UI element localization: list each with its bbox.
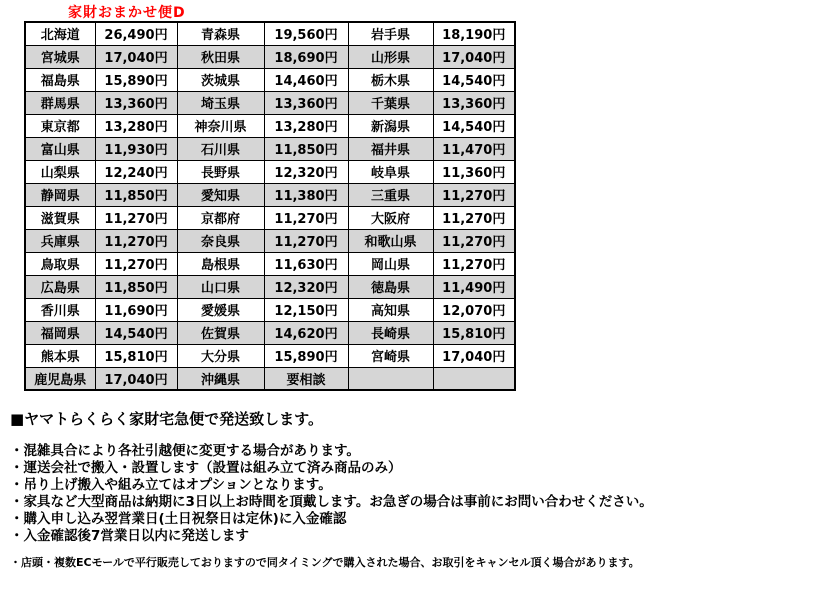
prefecture-cell: 神奈川県	[177, 114, 264, 137]
price-cell: 13,360円	[433, 91, 515, 114]
price-cell: 11,850円	[264, 137, 348, 160]
table-row	[25, 229, 515, 252]
table-row	[25, 321, 515, 344]
prefecture-cell: 島根県	[177, 252, 264, 275]
prefecture-cell: 愛知県	[177, 183, 264, 206]
price-cell: 11,380円	[264, 183, 348, 206]
price-cell: 11,690円	[95, 298, 177, 321]
prefecture-cell: 岩手県	[348, 22, 433, 45]
page-title: 家財おまかせ便D	[68, 5, 186, 21]
table-row	[25, 298, 515, 321]
prefecture-cell: 鹿児島県	[25, 367, 95, 390]
prefecture-cell: 青森県	[177, 22, 264, 45]
prefecture-cell: 広島県	[25, 275, 95, 298]
price-cell: 12,320円	[264, 275, 348, 298]
prefecture-cell: 岐阜県	[348, 160, 433, 183]
prefecture-cell: 愛媛県	[177, 298, 264, 321]
table-row	[25, 22, 515, 45]
prefecture-cell: 高知県	[348, 298, 433, 321]
prefecture-cell: 兵庫県	[25, 229, 95, 252]
price-cell: 17,040円	[95, 367, 177, 390]
prefecture-cell: 三重県	[348, 183, 433, 206]
prefecture-cell: 東京都	[25, 114, 95, 137]
price-cell: 14,540円	[95, 321, 177, 344]
prefecture-cell: 福井県	[348, 137, 433, 160]
price-cell: 要相談	[264, 367, 348, 390]
price-cell: 11,490円	[433, 275, 515, 298]
price-cell: 18,190円	[433, 22, 515, 45]
table-row	[25, 344, 515, 367]
prefecture-cell: 和歌山県	[348, 229, 433, 252]
prefecture-cell: 栃木県	[348, 68, 433, 91]
prefecture-cell: 石川県	[177, 137, 264, 160]
price-cell: 11,270円	[264, 229, 348, 252]
price-cell: 15,810円	[433, 321, 515, 344]
prefecture-cell: 徳島県	[348, 275, 433, 298]
prefecture-cell: 富山県	[25, 137, 95, 160]
price-cell: 11,270円	[433, 183, 515, 206]
prefecture-cell: 秋田県	[177, 45, 264, 68]
price-cell	[433, 367, 515, 390]
table-row	[25, 45, 515, 68]
price-cell: 11,470円	[433, 137, 515, 160]
prefecture-cell: 山形県	[348, 45, 433, 68]
prefecture-cell: 山口県	[177, 275, 264, 298]
prefecture-cell: 福島県	[25, 68, 95, 91]
prefecture-cell: 京都府	[177, 206, 264, 229]
price-cell: 12,320円	[264, 160, 348, 183]
price-cell: 26,490円	[95, 22, 177, 45]
price-cell: 17,040円	[95, 45, 177, 68]
price-cell: 11,270円	[433, 206, 515, 229]
note-line-ship-within: ・入金確認後7営業日以内に発送します	[10, 528, 249, 544]
prefecture-cell: 千葉県	[348, 91, 433, 114]
prefecture-cell: 宮崎県	[348, 344, 433, 367]
prefecture-cell: 宮城県	[25, 45, 95, 68]
prefecture-cell: 大分県	[177, 344, 264, 367]
price-cell: 19,560円	[264, 22, 348, 45]
price-cell: 11,850円	[95, 275, 177, 298]
price-cell: 18,690円	[264, 45, 348, 68]
prefecture-cell: 静岡県	[25, 183, 95, 206]
price-cell: 11,360円	[433, 160, 515, 183]
table-row	[25, 137, 515, 160]
prefecture-cell: 長崎県	[348, 321, 433, 344]
table-row	[25, 206, 515, 229]
price-cell: 11,850円	[95, 183, 177, 206]
price-cell: 11,270円	[433, 229, 515, 252]
notes-section	[10, 408, 815, 570]
table-row	[25, 91, 515, 114]
price-cell: 11,630円	[264, 252, 348, 275]
prefecture-cell: 埼玉県	[177, 91, 264, 114]
table-row	[25, 275, 515, 298]
price-cell: 13,360円	[95, 91, 177, 114]
shipping-fee-table	[24, 21, 516, 391]
price-cell: 12,150円	[264, 298, 348, 321]
prefecture-cell	[348, 367, 433, 390]
prefecture-cell: 山梨県	[25, 160, 95, 183]
price-cell: 15,890円	[95, 68, 177, 91]
prefecture-cell: 大阪府	[348, 206, 433, 229]
price-cell: 12,070円	[433, 298, 515, 321]
notes-heading: ■ヤマトらくらく家財宅急便で発送致します。	[10, 410, 323, 428]
price-cell: 14,460円	[264, 68, 348, 91]
price-cell: 11,270円	[95, 229, 177, 252]
price-cell: 11,270円	[433, 252, 515, 275]
price-cell: 14,620円	[264, 321, 348, 344]
price-cell: 11,270円	[264, 206, 348, 229]
table-row	[25, 114, 515, 137]
prefecture-cell: 長野県	[177, 160, 264, 183]
prefecture-cell: 北海道	[25, 22, 95, 45]
note-line-carry-in: ・運送会社で搬入・設置します（設置は組み立て済み商品のみ）	[10, 460, 402, 476]
fee-table-body	[25, 22, 515, 390]
table-row	[25, 68, 515, 91]
price-cell: 11,270円	[95, 206, 177, 229]
prefecture-cell: 佐賀県	[177, 321, 264, 344]
prefecture-cell: 沖縄県	[177, 367, 264, 390]
price-cell: 17,040円	[433, 344, 515, 367]
prefecture-cell: 鳥取県	[25, 252, 95, 275]
table-row	[25, 160, 515, 183]
note-line-congestion: ・混雑具合により各社引越便に変更する場合があります。	[10, 443, 360, 459]
price-cell: 13,360円	[264, 91, 348, 114]
prefecture-cell: 茨城県	[177, 68, 264, 91]
price-cell: 11,930円	[95, 137, 177, 160]
table-row	[25, 367, 515, 390]
note-line-option: ・吊り上げ搬入や組み立てはオプションとなります。	[10, 477, 332, 493]
prefecture-cell: 新潟県	[348, 114, 433, 137]
price-cell: 13,280円	[95, 114, 177, 137]
prefecture-cell: 滋賀県	[25, 206, 95, 229]
table-row	[25, 252, 515, 275]
price-cell: 12,240円	[95, 160, 177, 183]
price-cell: 14,540円	[433, 114, 515, 137]
prefecture-cell: 香川県	[25, 298, 95, 321]
prefecture-cell: 岡山県	[348, 252, 433, 275]
price-cell: 14,540円	[433, 68, 515, 91]
prefecture-cell: 奈良県	[177, 229, 264, 252]
price-cell: 11,270円	[95, 252, 177, 275]
price-cell: 13,280円	[264, 114, 348, 137]
note-line-payment-check: ・購入申し込み翌営業日(土日祝祭日は定休)に入金確認	[10, 511, 347, 527]
prefecture-cell: 群馬県	[25, 91, 95, 114]
price-cell: 17,040円	[433, 45, 515, 68]
price-cell: 15,890円	[264, 344, 348, 367]
table-row	[25, 183, 515, 206]
footnote-cancel-notice: ・店頭・複数ECモールで平行販売しておりますので同タイミングで購入された場合、お取引をキャンセル頂く場合があります。	[10, 556, 640, 569]
prefecture-cell: 熊本県	[25, 344, 95, 367]
price-cell: 15,810円	[95, 344, 177, 367]
prefecture-cell: 福岡県	[25, 321, 95, 344]
note-line-leadtime: ・家具など大型商品は納期に3日以上お時間を頂戴します。お急ぎの場合は事前にお問い合わせください。	[10, 494, 653, 510]
